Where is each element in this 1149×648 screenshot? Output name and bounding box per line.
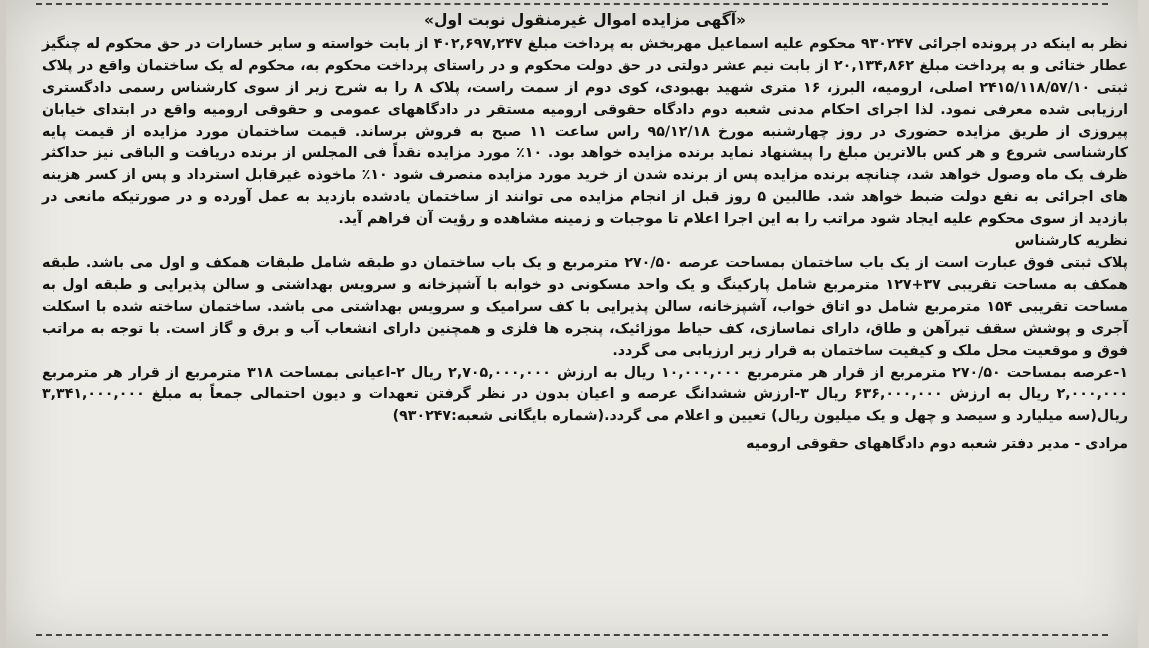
notice-title: «آگهی مزایده اموال غیرمنقول نوبت اول» <box>423 11 747 29</box>
bottom-dashed-divider <box>36 634 1108 636</box>
notice-body <box>42 10 1128 456</box>
newspaper-clipping <box>6 0 1138 648</box>
notice-paragraph-main: نظر به اینکه در پرونده اجرائی ۹۳۰۲۴۷ محکوم علیه اسماعیل مهربخش به پرداخت مبلغ ۴۰۲,۶۹۷,۲۴۷ از بابت خواسته و سایر خسارات در حق محکوم له چنگیز عطار ختائی و به پرداخت مبلغ ۲۰,۱۳۴,۸۶۲ از بابت نیم عشر دولتی در حق دولت محکوم و در راستای پرداخت محکوم به، محکوم له یک ساختمان واقع در پلاک ثبتی ۲۴۱۵/۱۱۸/۵۷/۱۰ اصلی، ارومیه، البرز، ۱۶ متری شهید بهبودی، کوی دوم از سمت راست، پلاک ۸ را به شرح زیر از سوی کارشناس رسمی دادگستری ارزیابی شده معرفی نمود. لذا اجرای احکام مدنی شعبه دوم دادگاه حقوقی ارومیه مستقر در دادگاههای عمومی و حقوقی ارومیه واقع در ابتدای خیابان پیروزی از طریق مزایده حضوری در روز چهارشنبه مورخ ۹۵/۱۲/۱۸ راس ساعت ۱۱ صبح به فروش برساند. قیمت ساختمان مورد مزایده از قیمت پایه کارشناسی شروع و هر کس بالاترین مبلغ را پیشنهاد نماید برنده مزایده خواهد بود. ۱۰٪ مورد مزایده نقداً فی المجلس از برنده دریافت و الباقی نیز حداکثر ظرف یک ماه وصول خواهد شد، چنانچه برنده مزایده پس از برنده شدن از خرید مورد مزایده منصرف شود ۱۰٪ ماخوذه غیرقابل استرداد و پس از کسر هزینه های اجرائی به نفع دولت ضبط خواهد شد. طالبین ۵ روز قبل از انجام مزایده می توانند از ساختمان یادشده بازدید به عمل آورده و در صورتیکه مانعی در بازدید از سوی محکوم علیه ایجاد شود مراتب را به این اجرا اعلام تا موجبات و زمینه مشاهده و رؤیت آن فراهم آید. <box>42 35 1129 228</box>
signature-line: مرادی - مدیر دفتر شعبه دوم دادگاههای حقوقی ارومیه <box>746 436 1128 453</box>
valuation-paragraph: ۱-عرصه بمساحت ۲۷۰/۵۰ مترمربع از قرار هر مترمربع ۱۰,۰۰۰,۰۰۰ ریال به ارزش ۲,۷۰۵,۰۰۰,۰۰۰ ریال ۲-اعیانی بمساحت ۳۱۸ مترمربع از قرار هر مترمربع ۲,۰۰۰,۰۰۰ ریال به ارزش ۶۳۶,۰۰۰,۰۰۰ ریال ۳-ارزش ششدانگ عرصه و اعیان بدون در نظر گرفتن تعهدات و دیون احتمالی جمعاً به مبلغ ۳,۳۴۱,۰۰۰,۰۰۰ ریال(سه میلیارد و سیصد و چهل و یک میلیون ریال) تعیین و اعلام می گردد.(شماره بایگانی شعبه:۹۳۰۲۴۷) <box>42 364 1128 425</box>
expert-opinion-paragraph: پلاک ثبتی فوق عبارت است از یک باب ساختمان بمساحت عرصه ۲۷۰/۵۰ مترمربع و یک باب ساختمان دو طبقه شامل طبقات همکف و اول می باشد. طبقه همکف به مساحت تقریبی ۳۷+۱۲۷ مترمربع شامل پارکینگ و یک واحد مسکونی دو خوابه با آشپزخانه و سرویس بهداشتی و سالن پذیرایی و طبقه اول به مساحت تقریبی ۱۵۴ مترمربع شامل دو اتاق خواب، آشپزخانه، سالن پذیرایی با کف سرامیک و سرویس بهداشتی می باشد. ساختمان ساخته شده با اسکلت آجری و پوشش سقف تیرآهن و طاق، دارای نماسازی، کف حیاط موزائیک، پنجره ها فلزی و همچنین دارای انشعاب آب و برق و گاز است. با توجه به مراتب فوق و موقعیت محل ملک و کیفیت ساختمان به قرار زیر ارزیابی می گردد. <box>42 254 1129 359</box>
top-dashed-divider <box>36 3 1108 5</box>
expert-opinion-heading: نظریه کارشناس <box>1014 233 1128 250</box>
